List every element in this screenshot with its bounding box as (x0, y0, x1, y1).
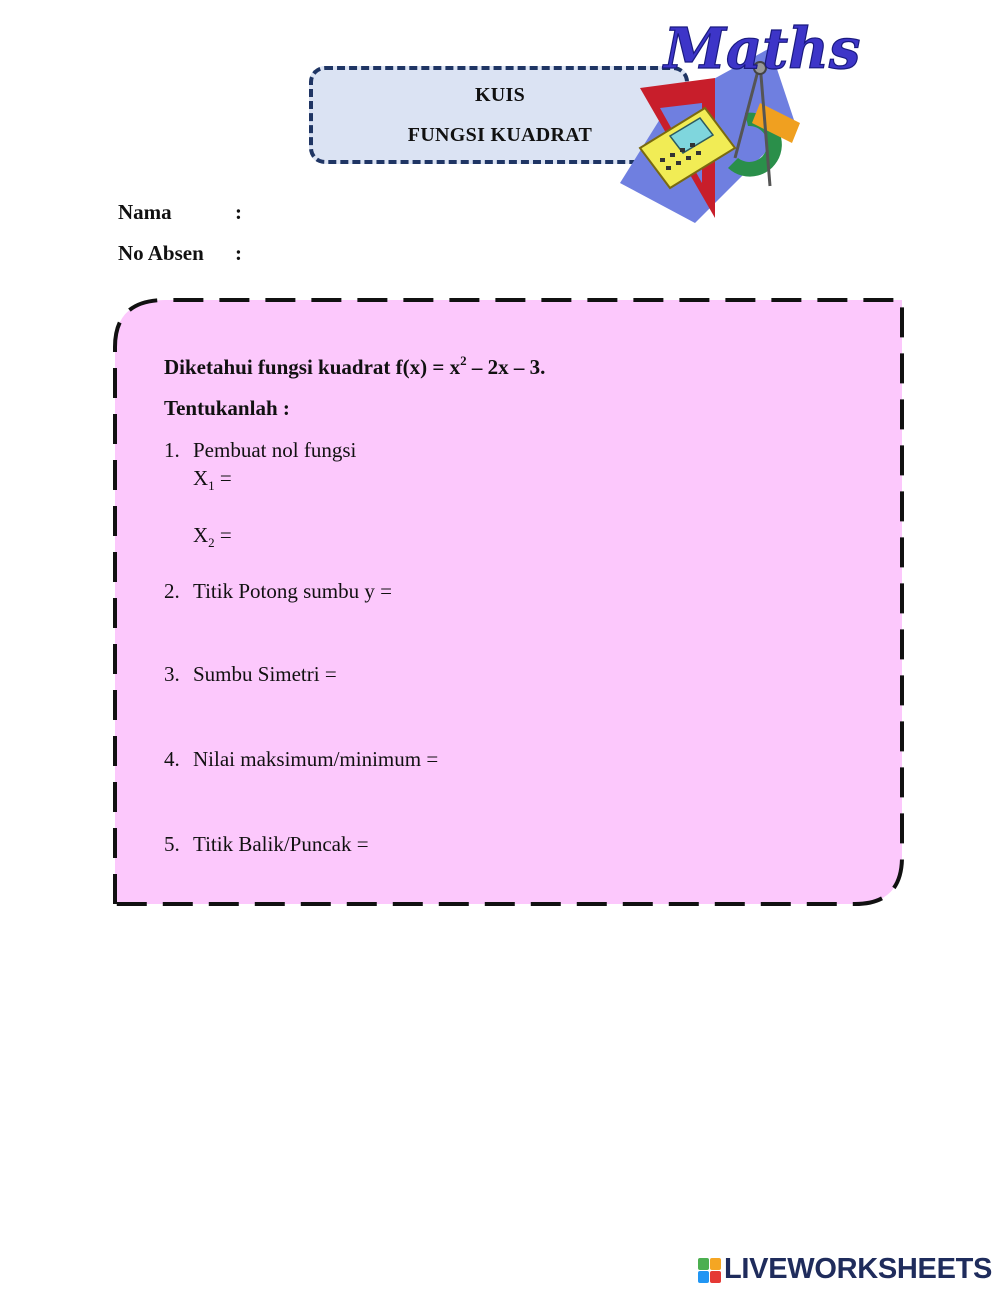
item-text-4: Nilai maksimum/minimum = (193, 747, 439, 771)
item-text-1: Pembuat nol fungsi (193, 438, 357, 462)
answer-x2: $X_2$ = (193, 523, 232, 550)
title-kuis: KUIS (474, 84, 526, 106)
title-fungsi-kuadrat: FUNGSI KUADRAT (407, 124, 593, 146)
item-number-2: 2. (164, 579, 180, 603)
liveworksheets-logo-icon (698, 1258, 722, 1284)
nama-colon: : (235, 200, 242, 224)
item-number-1: 1. (164, 438, 180, 462)
absen-label: No Absen (118, 241, 204, 265)
item-number-5: 5. (164, 832, 180, 856)
item-number-4: 4. (164, 747, 180, 771)
item-text-5: Titik Balik/Puncak = (193, 832, 369, 856)
maths-clipart-icon (620, 8, 861, 228)
liveworksheets-brand[interactable]: LIVEWORKSHEETS (724, 1253, 993, 1285)
item-text-3: Sumbu Simetri = (193, 662, 337, 686)
answer-x1: $X_1$ = (193, 466, 232, 493)
item-text-2: Titik Potong sumbu y = (193, 579, 392, 603)
absen-colon: : (235, 241, 242, 265)
quiz-instruction: Tentukanlah : (164, 396, 290, 420)
maths-word: Maths (664, 16, 861, 82)
nama-label: Nama (118, 200, 172, 224)
quiz-intro: Diketahui fungsi kuadrat $f(x) = x^2 - 2x - 3$. (164, 353, 546, 379)
item-number-3: 3. (164, 662, 180, 686)
